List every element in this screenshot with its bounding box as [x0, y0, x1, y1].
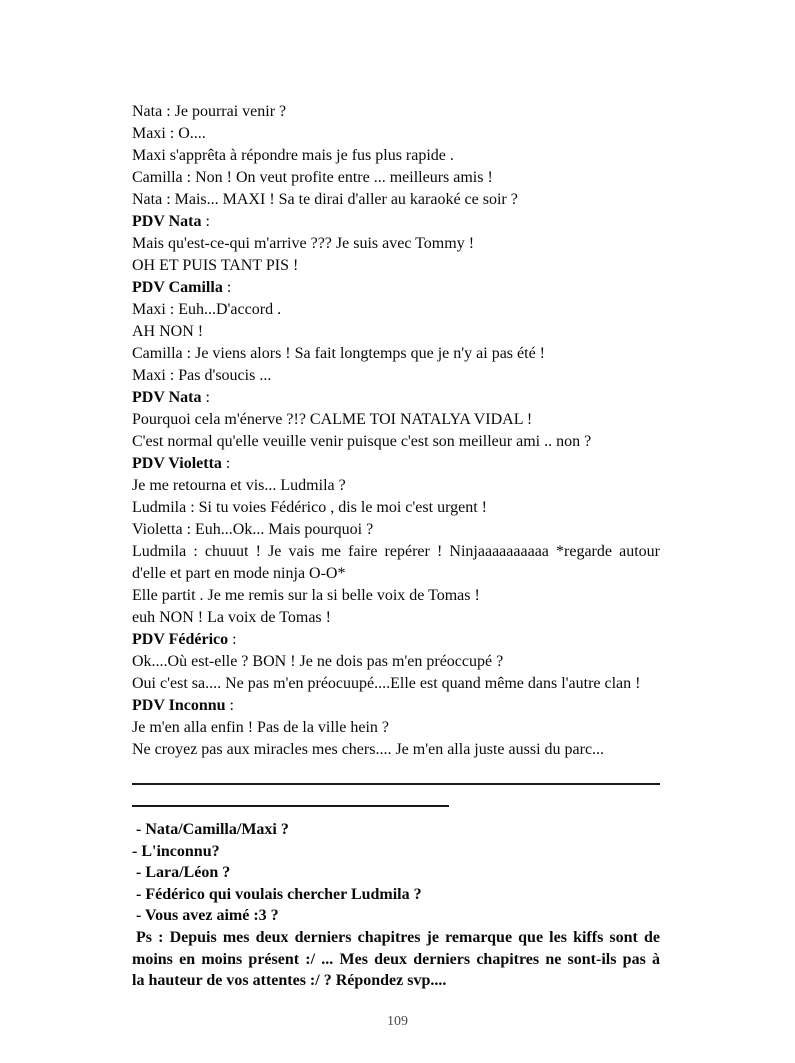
pdv-name: PDV Fédérico — [132, 631, 229, 648]
text-line: Ludmila : chuuut ! Je vais me faire repérer ! Ninjaaaaaaaaaa *regarde autour — [132, 543, 660, 560]
story-text — [132, 101, 660, 992]
question-list-item: - L'inconnu? — [132, 842, 220, 860]
text-line: OH ET PUIS TANT PIS ! — [132, 257, 299, 274]
text-line: Elle partit . Je me remis sur la si belle voix de Tomas ! — [132, 587, 480, 604]
text-line: Pourquoi cela m'énerve ?!? CALME TOI NATALYA VIDAL ! — [132, 411, 533, 428]
pdv-colon: : — [221, 455, 231, 472]
text-line: Ok....Où est-elle ? BON ! Je ne dois pas m'en préoccupé ? — [132, 653, 504, 670]
pdv-colon: : — [228, 631, 237, 648]
text-line: AH NON ! — [132, 323, 204, 340]
question-list-item: - Vous avez aimé :3 ? — [132, 907, 279, 925]
text-line: Maxi : Pas d'soucis ... — [132, 367, 272, 384]
divider-line-long — [132, 783, 660, 785]
pdv-heading — [132, 695, 660, 717]
pdv-colon: : — [201, 213, 210, 230]
text-line: Je m'en alla enfin ! Pas de la ville hein ? — [132, 719, 390, 736]
pdv-colon: : — [201, 389, 210, 406]
text-line: Je me retourna et vis... Ludmila ? — [132, 477, 346, 494]
text-line: Camilla : Je viens alors ! Sa fait longtemps que je n'y ai pas été ! — [132, 345, 545, 362]
divider-line-short — [132, 805, 449, 807]
author-note-line: Ps : Depuis mes deux derniers chapitres je remarque que les kiffs sont de — [136, 928, 660, 946]
pdv-heading — [132, 453, 660, 475]
text-line: Camilla : Non ! On veut profite entre ... meilleurs amis ! — [132, 169, 493, 186]
text-line: Maxi : Euh...D'accord . — [132, 301, 282, 318]
text-line: Nata : Mais... MAXI ! Sa te dirai d'aller au karaoké ce soir ? — [132, 191, 518, 208]
pdv-name: PDV Violetta — [132, 455, 222, 472]
pdv-name: PDV Inconnu — [132, 697, 226, 714]
pdv-colon: : — [222, 279, 232, 296]
text-line: Violetta : Euh...Ok... Mais pourquoi ? — [132, 521, 374, 538]
text-line: Ludmila : Si tu voies Fédérico , dis le moi c'est urgent ! — [132, 499, 487, 516]
page-number: 109 — [387, 1014, 408, 1029]
pdv-colon: : — [225, 697, 234, 714]
text-line: C'est normal qu'elle veuille venir puisque c'est son meilleur ami .. non ? — [132, 433, 592, 450]
question-list — [132, 819, 660, 992]
question-list-item: - Nata/Camilla/Maxi ? — [132, 821, 289, 838]
pdv-name: PDV Nata — [132, 389, 202, 406]
pdv-heading — [132, 387, 660, 409]
pdv-heading — [132, 211, 660, 233]
text-line: Maxi : O.... — [132, 125, 206, 142]
text-line: Maxi s'apprêta à répondre mais je fus plus rapide . — [132, 147, 454, 164]
text-line: Ne croyez pas aux miracles mes chers.... Je m'en alla juste aussi du parc... — [132, 741, 605, 758]
pdv-name: PDV Camilla — [132, 279, 223, 296]
question-list-item: - Fédérico qui voulais chercher Ludmila ? — [132, 885, 422, 903]
text-line: d'elle et part en mode ninja O-O* — [132, 565, 346, 582]
text-line: Oui c'est sa.... Ne pas m'en préocuupé....Elle est quand même dans l'autre clan ! — [132, 675, 641, 692]
pdv-name: PDV Nata — [132, 213, 202, 230]
text-line: Nata : Je pourrai venir ? — [132, 103, 287, 120]
text-line: Mais qu'est-ce-qui m'arrive ??? Je suis avec Tommy ! — [132, 235, 475, 252]
text-line: euh NON ! La voix de Tomas ! — [132, 609, 331, 626]
pdv-heading — [132, 629, 660, 651]
pdv-heading — [132, 277, 660, 299]
question-list-item: - Lara/Léon ? — [132, 864, 231, 882]
author-note-line: moins en moins présent :/ ... Mes deux derniers chapitres ne sont-ils pas à — [132, 950, 660, 968]
author-note-line: la hauteur de vos attentes :/ ? Répondez svp.... — [132, 972, 447, 990]
